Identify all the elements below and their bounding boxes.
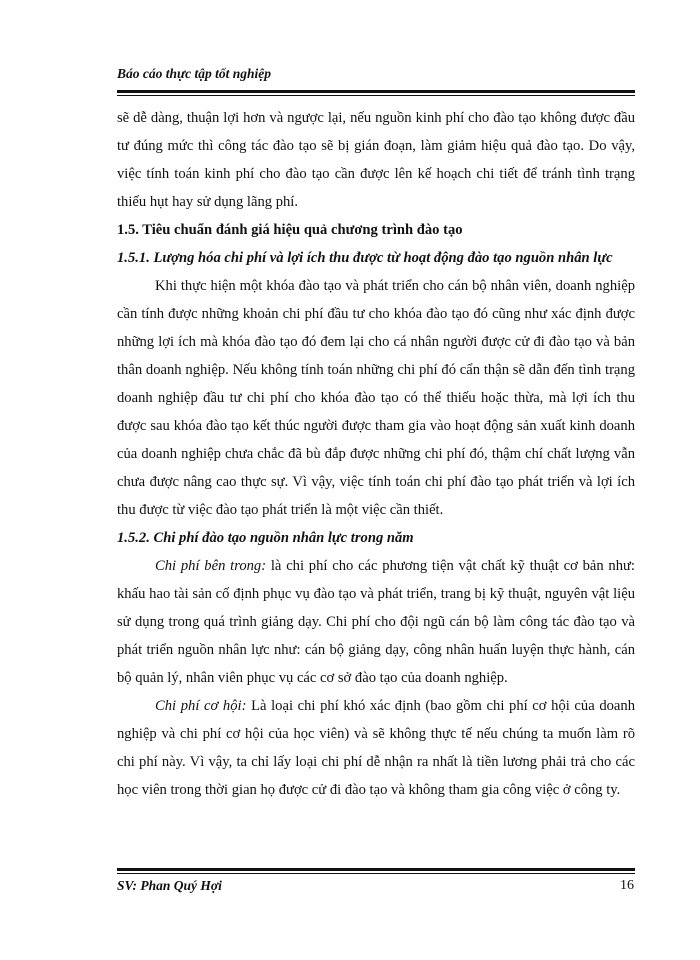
internal-cost-text: là chi phí cho các phương tiện vật chất kỹ thuật cơ bản như: khấu hao tài sản cố định phục vụ đào tạo và phát triển, trang bị kỹ thuật, nguyên vật liệu sử dụng trong quá trình giảng dạy. Chi phí cho đội ngũ cán bộ làm công tác đào tạo và phát triển nguồn nhân lực như: cán bộ giảng dạy, công nhân huấn luyện thực hành, cán bộ quản lý, nhân viên phục vụ các cơ sở đào tạo của doanh nghiệp. bbox=[117, 558, 635, 686]
page-number: 16 bbox=[620, 878, 634, 893]
term-internal-cost: Chi phí bên trong: bbox=[155, 558, 267, 574]
heading-1-5-1: 1.5.1. Lượng hóa chi phí và lợi ích thu được từ hoạt động đào tạo nguồn nhân lực bbox=[117, 250, 613, 266]
paragraph-cost-benefit: Khi thực hiện một khóa đào tạo và phát triển cho cán bộ nhân viên, doanh nghiệp cần tính được những khoản chi phí đầu tư cho khóa đào tạo đó cũng như xác định được những lợi ích mà khóa đào tạo đó đem lại cho cá nhân người được cử đi đào tạo và bản thân doanh nghiệp. Nếu không tính toán những chi phí đó cẩn thận sẽ dẫn đến tình trạng doanh nghiệp đầu tư chi phí cho khóa đào tạo có thể thiếu hoặc thừa, mà lợi ích thu được sau khóa đào tạo kết thúc người được tham gia vào hoạt động sản xuất kinh doanh của doanh nghiệp chưa chắc đã bù đắp được những chi phí đó, thậm chí chất lượng vẫn chưa được nâng cao thực sự. Vì vậy, việc tính toán chi phí đào tạo phát triển và lợi ích thu được từ việc đào tạo phát triển là một việc cần thiết. bbox=[117, 278, 635, 518]
header-title: Báo cáo thực tập tốt nghiệp bbox=[117, 66, 271, 81]
page-content bbox=[117, 104, 635, 804]
term-opportunity-cost: Chi phí cơ hội: bbox=[155, 698, 247, 714]
paragraph-intro: sẽ dễ dàng, thuận lợi hơn và ngược lại, nếu nguồn kinh phí cho đào tạo không được đầu tư đúng mức thì công tác đào tạo sẽ bị gián đoạn, làm giảm hiệu quả đào tạo. Do vậy, việc tính toán kinh phí cho đào tạo cần được lên kế hoạch chi tiết để tránh tình trạng thiếu hụt hay sử dụng lãng phí. bbox=[117, 110, 635, 210]
header-rule bbox=[117, 90, 635, 96]
heading-1-5: 1.5. Tiêu chuẩn đánh giá hiệu quả chương trình đào tạo bbox=[117, 222, 463, 238]
footer-author: SV: Phan Quý Hợi bbox=[117, 878, 222, 893]
footer-rule bbox=[117, 868, 635, 874]
opportunity-cost-text: Là loại chi phí khó xác định (bao gồm chi phí cơ hội của doanh nghiệp và chi phí cơ hội của học viên) và sẽ không thực tế nếu chúng ta muốn làm rõ chi phí này. Vì vậy, ta chỉ lấy loại chi phí dễ nhận ra nhất là tiền lương phải trả cho các học viên trong thời gian họ được cử đi đào tạo và không tham gia công việc ở công ty. bbox=[117, 698, 635, 798]
heading-1-5-2: 1.5.2. Chi phí đào tạo nguồn nhân lực trong năm bbox=[117, 530, 414, 546]
paragraph-internal-cost bbox=[117, 552, 635, 692]
paragraph-opportunity-cost bbox=[117, 692, 635, 804]
